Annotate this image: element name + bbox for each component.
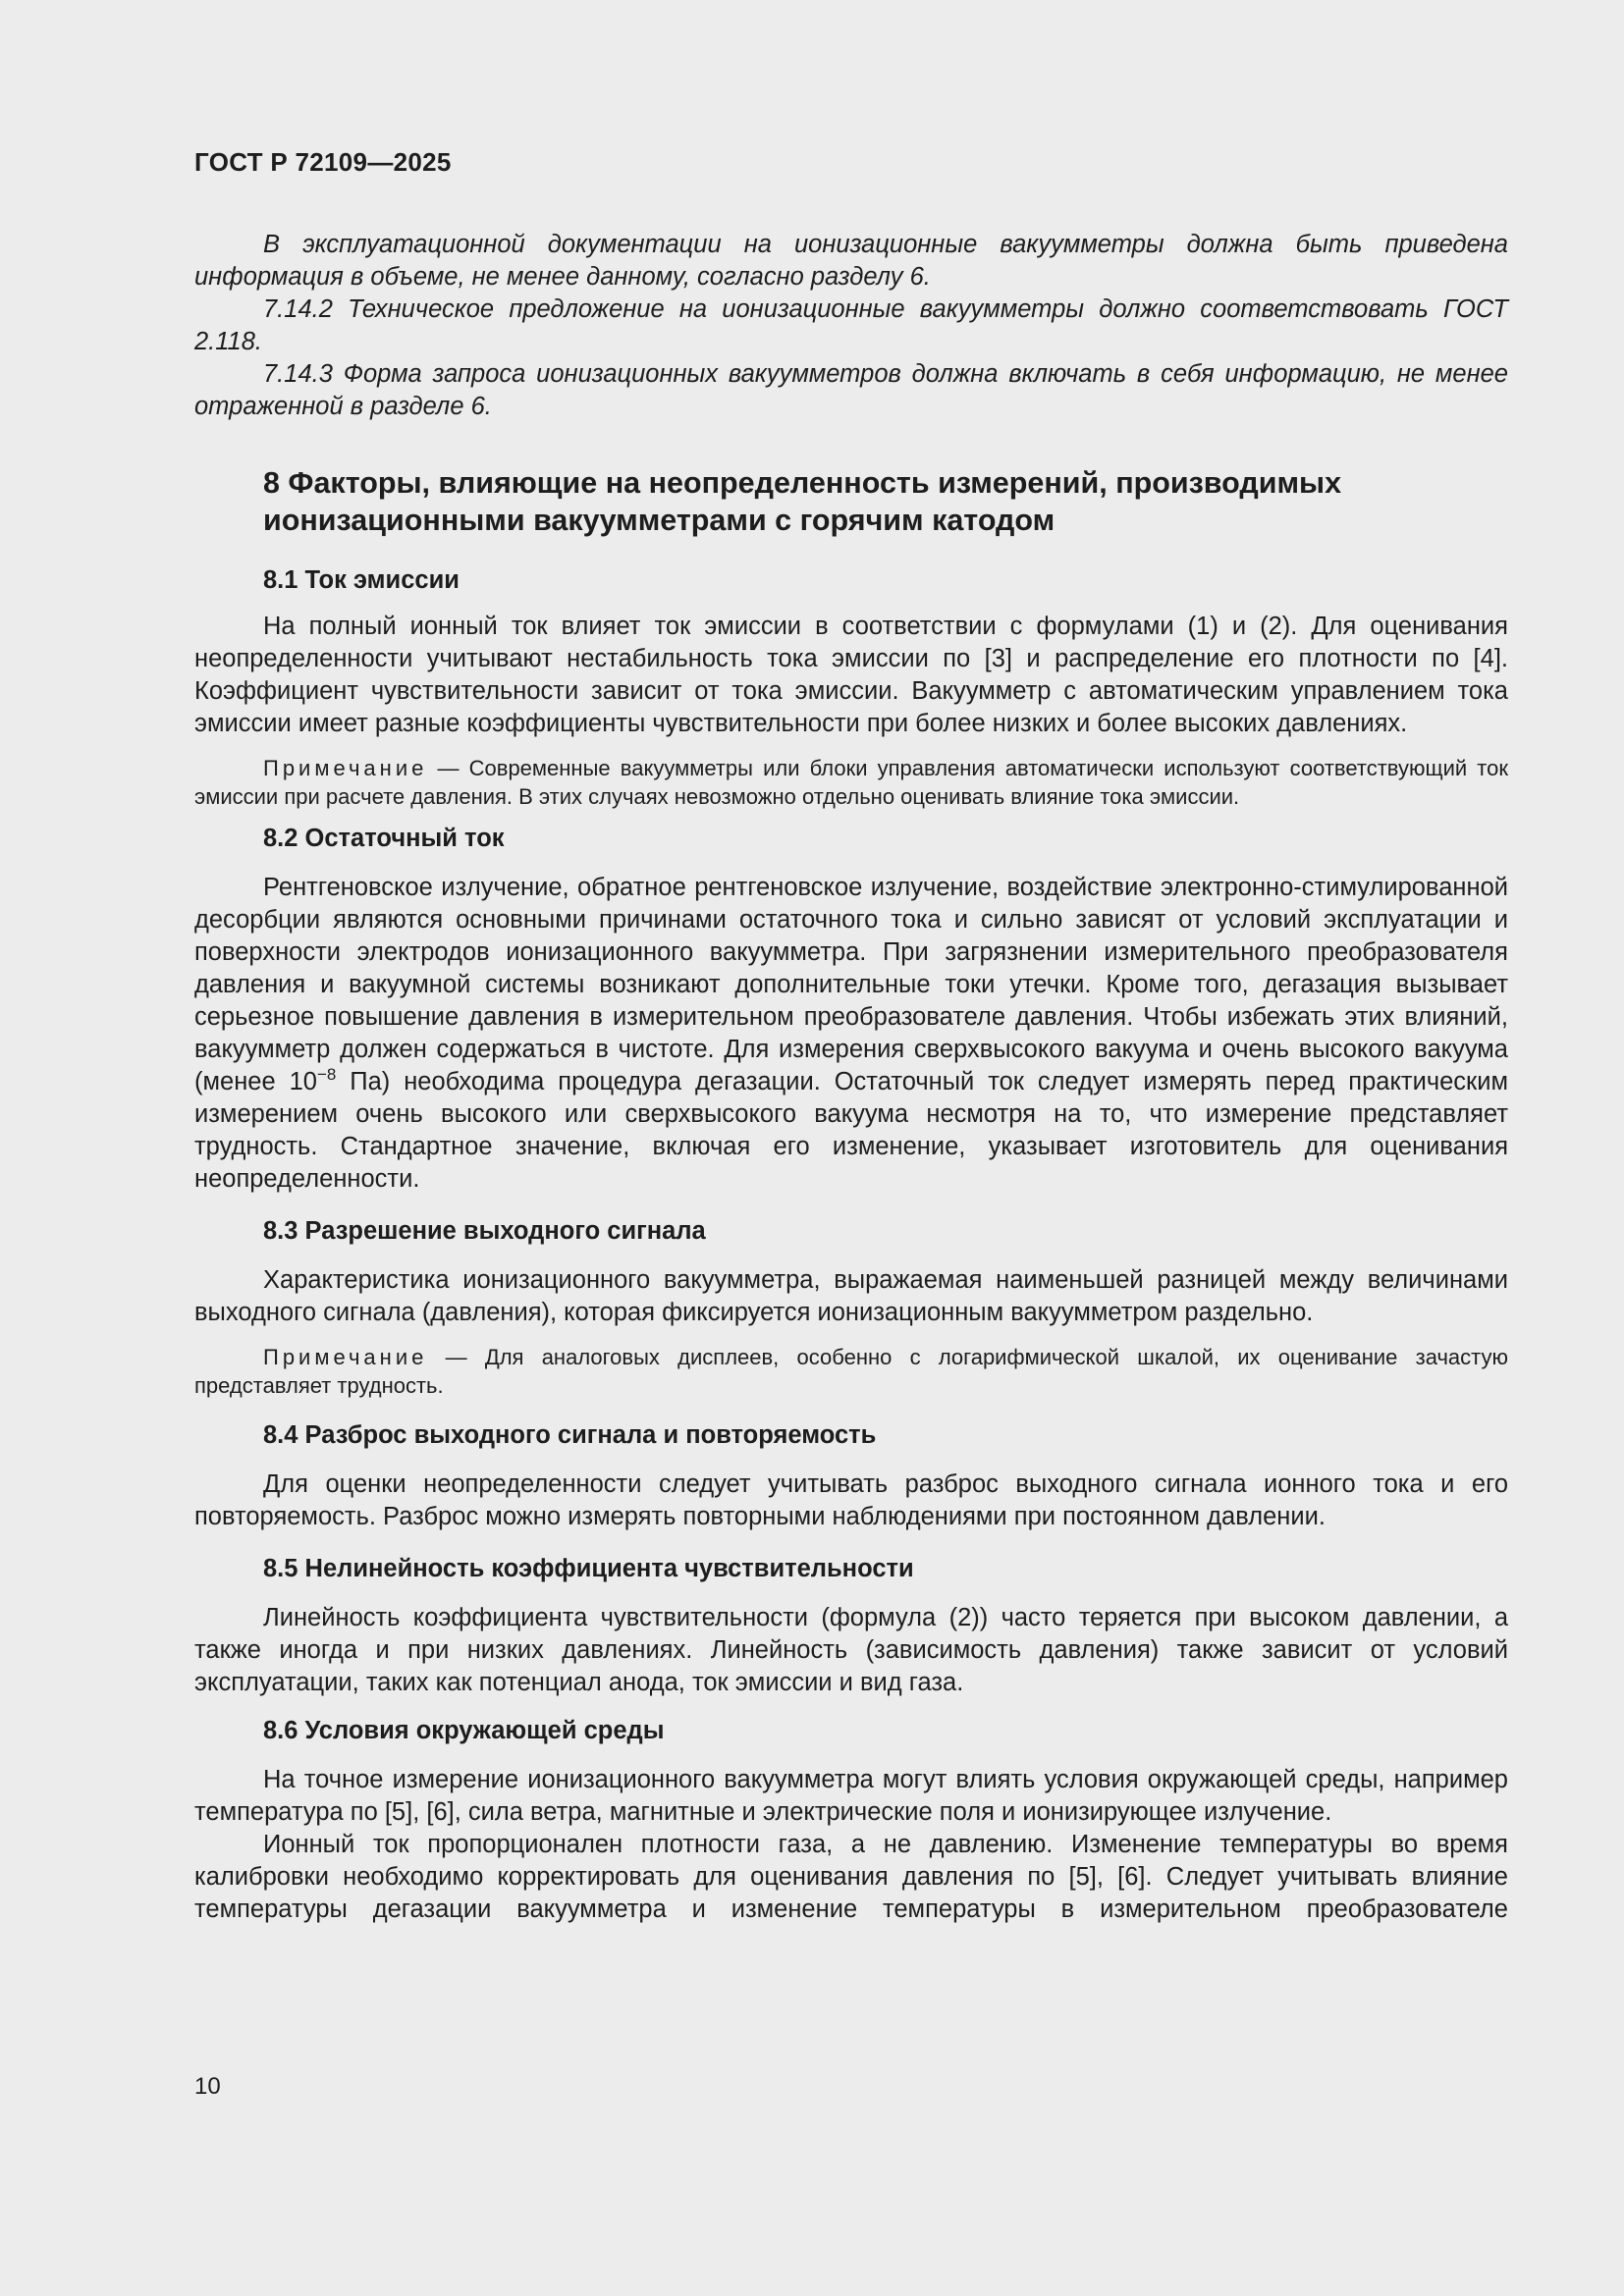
- note-text: — Для аналоговых дисплеев, особенно с логарифмической шкалой, их оценивание зачастую представляет трудность.: [194, 1345, 1508, 1398]
- section-8-4-title: 8.4 Разброс выходного сигнала и повторяемость: [263, 1421, 877, 1449]
- section-8-2-title: 8.2 Остаточный ток: [263, 825, 505, 852]
- section-8-6-title: 8.6 Условия окружающей среды: [263, 1717, 665, 1744]
- section-8-2-text-b: Па) необходима процедура дегазации. Остаточный ток следует измерять перед практическим измерением очень высокого или сверхвысокого вакуума несмотря на то, что измерение представляет трудность. Стандартное значение, включая его изменение, указывает изготовитель для оценивания неопределенности.: [194, 1068, 1508, 1193]
- note-label: Примечание: [263, 1345, 428, 1369]
- section-8-6-paragraph-1: На точное измерение ионизационного вакуумметра могут влиять условия окружающей среды, например температура по [5], [6], сила ветра, магнитные и электрические поля и ионизирующее излучение.: [194, 1766, 1508, 1826]
- section-8-5-title: 8.5 Нелинейность коэффициента чувствительности: [263, 1555, 914, 1582]
- section-8-2-text-a: Рентгеновское излучение, обратное рентгеновское излучение, воздействие электронно-стимулированной десорбции являются основными причинами остаточного тока и сильно зависят от условий эксплуатации и поверхности электродов ионизационного вакуумметра. При загрязнении измерительного преобразователя давления и вакуумной системы возникают дополнительные токи утечки. Кроме того, дегазация вызывает серьезное повышение давления в измерительном преобразователе давления. Чтобы избежать этих влияний, вакуумметр должен содержаться в чистоте. Для измерения сверхвысокого вакуума и очень высокого вакуума (менее 10: [194, 874, 1508, 1095]
- section-8-3-title: 8.3 Разрешение выходного сигнала: [263, 1217, 706, 1245]
- section-8-title: [263, 464, 1508, 539]
- page-number: 10: [194, 2073, 221, 2100]
- clause-7-14-3: 7.14.3 Форма запроса ионизационных вакуумметров должна включать в себя информацию, не менее отраженной в разделе 6.: [194, 360, 1508, 420]
- section-8-3-paragraph: Характеристика ионизационного вакуумметра, выражаемая наименьшей разницей между величинами выходного сигнала (давления), которая фиксируется ионизационным вакуумметром раздельно.: [194, 1266, 1508, 1326]
- page-content: [194, 147, 1508, 1926]
- section-8-4-paragraph: Для оценки неопределенности следует учитывать разброс выходного сигнала ионного тока и его повторяемость. Разброс можно измерять повторными наблюдениями при постоянном давлении.: [194, 1470, 1508, 1530]
- section-8-1-title: 8.1 Ток эмиссии: [263, 566, 460, 594]
- section-8-title-line-2: ионизационными вакуумметрами с горячим катодом: [263, 504, 1056, 537]
- note-label: Примечание: [263, 756, 428, 780]
- note-text: — Современные вакуумметры или блоки управления автоматически используют соответствующий ток эмиссии при расчете давления. В этих случаях невозможно отдельно оценивать влияние тока эмиссии.: [194, 756, 1508, 809]
- intro-paragraph: В эксплуатационной документации на ионизационные вакуумметры должна быть приведена информация в объеме, не менее данному, согласно разделу 6.: [194, 231, 1508, 291]
- section-8-6-paragraph-2: Ионный ток пропорционален плотности газа, а не давлению. Изменение температуры во время калибровки необходимо корректировать для оценивания давления по [5], [6]. Следует учитывать влияние температуры дегазации вакуумметра и изменение температуры в измерительном преобразователе: [194, 1831, 1508, 1923]
- exponent: −8: [316, 1065, 337, 1084]
- section-8-1-paragraph: На полный ионный ток влияет ток эмиссии в соответствии с формулами (1) и (2). Для оценивания неопределенности учитывают нестабильность тока эмиссии по [3] и распределение его плотности по [4]. Коэффициент чувствительности зависит от тока эмиссии. Вакуумметр с автоматическим управлением тока эмиссии имеет разные коэффициенты чувствительности при более низких и более высоких давлениях.: [194, 613, 1508, 737]
- section-8-5-paragraph: Линейность коэффициента чувствительности (формула (2)) часто теряется при высоком давлении, а также иногда и при низких давлениях. Линейность (зависимость давления) также зависит от условий эксплуатации, таких как потенциал анода, ток эмиссии и вид газа.: [194, 1604, 1508, 1696]
- section-8-title-line-1: 8 Факторы, влияющие на неопределенность измерений, производимых: [263, 466, 1342, 500]
- section-8-3-note: [194, 1343, 1508, 1400]
- clause-7-14-2: 7.14.2 Техническое предложение на ионизационные вакуумметры должно соответствовать ГОСТ 2.118.: [194, 295, 1508, 355]
- section-8-2-paragraph: [194, 872, 1508, 1196]
- section-8-1-note: [194, 754, 1508, 811]
- document-code-header: ГОСТ Р 72109—2025: [194, 147, 452, 177]
